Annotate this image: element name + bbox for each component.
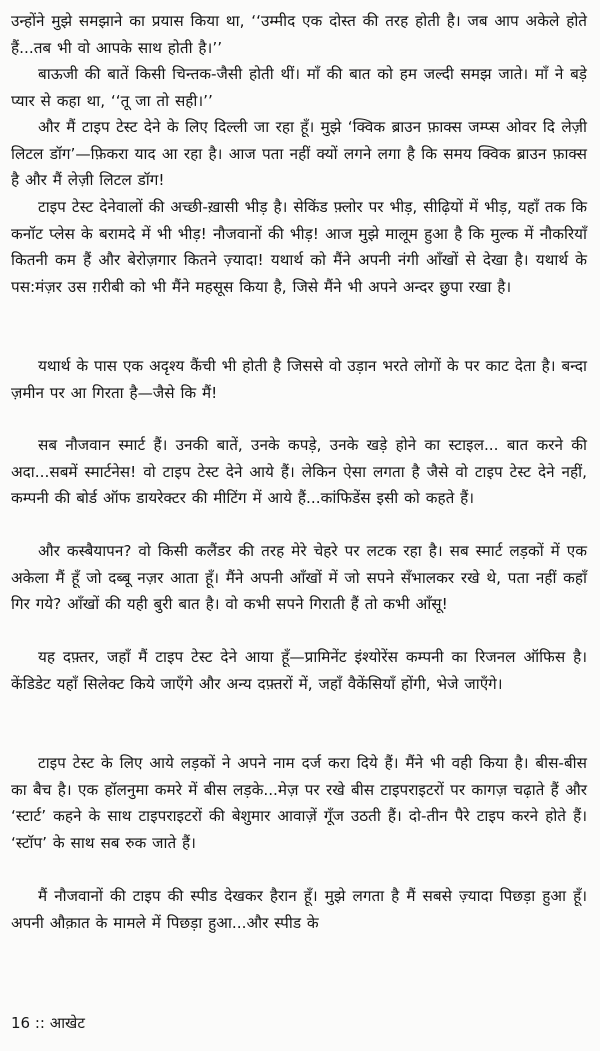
- page-text: [11, 8, 587, 998]
- paragraph-1: उन्होंने मुझे समझाने का प्रयास किया था, ‘‘उम्मीद एक दोस्त की तरह होती है। जब आप अकेले होते हैं...तब भी वो आपके साथ होती है।’’: [11, 12, 587, 57]
- paragraph-8: यह दफ़्तर, जहाँ मैं टाइप टेस्ट देने आया हूँ—प्रामिनेंट इंश्योरेंस कम्पनी का रिजनल ऑफिस है। केंडिडेट यहाँ सिलेक्ट किये जाएँगे और अन्य दफ़्तरों में, जहाँ वैकेंसियाँ होंगी, भेजे जाएँगे।: [11, 648, 587, 693]
- paragraph-2: बाऊजी की बातें किसी चिन्तक-जैसी होती थीं। माँ की बात को हम जल्दी समझ जाते। माँ ने बड़े प्यार से कहा था, ‘‘तू जा तो सही।’’: [11, 65, 587, 110]
- paragraph-3: और मैं टाइप टेस्ट देने के लिए दिल्ली जा रहा हूँ। मुझे ‘क्विक ब्राउन फ़ाक्स जम्प्स ओवर दि लेज़ी लिटल डॉग’—फ़िकरा याद आ रहा है। आज पता नहीं क्यों लगने लगा है कि समय क्विक ब्राउन फ़ाक्स है और मैं लेज़ी लिटल डॉग!: [11, 118, 587, 190]
- paragraph-9: टाइप टेस्ट के लिए आये लड़कों ने अपने नाम दर्ज करा दिये हैं। मैंने भी वही किया है। बीस-बीस का बैच है। एक हॉलनुमा कमरे में बीस लड़के...मेज़ पर रखे बीस टाइपराइटरों पर कागज़ चढ़ाते हैं और ‘स्टार्ट’ कहने के साथ टाइपराइटरों की बेशुमार आवाज़ें गूँज उठती हैं। दो-तीन पैरे टाइप करने होते हैं। ‘स्टॉप’ के साथ सब रुक जाते हैं।: [11, 754, 587, 852]
- paragraph-5: यथार्थ के पास एक अदृश्य कैंची भी होती है जिससे वो उड़ान भरते लोगों के पर काट देता है। बन्दा ज़मीन पर आ गिरता है—जैसे कि मैं!: [11, 357, 587, 402]
- page-footer: 16 :: आखेट: [11, 1014, 85, 1032]
- paragraph-6: सब नौजवान स्मार्ट हैं। उनकी बातें, उनके कपड़े, उनके खड़े होने का स्टाइल... बात करने की अदा...सबमें स्मार्टनेस! वो टाइप टेस्ट देने आये हैं। लेकिन ऐसा लगता है जैसे वो टाइप टेस्ट देने नहीं, कम्पनी की बोर्ड ऑफ डायरेक्टर की मीटिंग में आये हैं...कांफिडेंस इसी को कहते हैं।: [11, 436, 587, 508]
- paragraph-4: टाइप टेस्ट देनेवालों की अच्छी-ख़ासी भीड़ है। सेकिंड फ़्लोर पर भीड़, सीढ़ियों में भीड़, यहाँ तक कि कनॉट प्लेस के बरामदे में भी भीड़! नौजवानों की भीड़! आज मुझे मालूम हुआ है कि मुल्क में नौकरियाँ कितनी कम हैं और बेरोज़गार कितने ज़्यादा! यथार्थ को मैंने अपनी नंगी आँखों से देखा है। यथार्थ के पस:मंज़र उस ग़रीबी को भी मैंने महसूस किया है, जिसे मैंने भी अपने अन्दर छुपा रखा है।: [11, 198, 587, 296]
- paragraph-10: मैं नौजवानों की टाइप की स्पीड देखकर हैरान हूँ। मुझे लगता है मैं सबसे ज़्यादा पिछड़ा हुआ हूँ। अपनी औक़ात के मामले में पिछड़ा हुआ...और स्पीड के: [11, 887, 587, 932]
- paragraph-7: और कस्बैयापन? वो किसी कलैंडर की तरह मेरे चेहरे पर लटक रहा है। सब स्मार्ट लड़कों में एक अकेला मैं हूँ जो दब्बू नज़र आता हूँ। मैंने अपनी आँखों में जो सपने सँभालकर रखे थे, पता नहीं कहाँ गिर गये? आँखों की यही बुरी बात है। वो कभी सपने गिराती हैं तो कभी आँसू!: [11, 542, 587, 614]
